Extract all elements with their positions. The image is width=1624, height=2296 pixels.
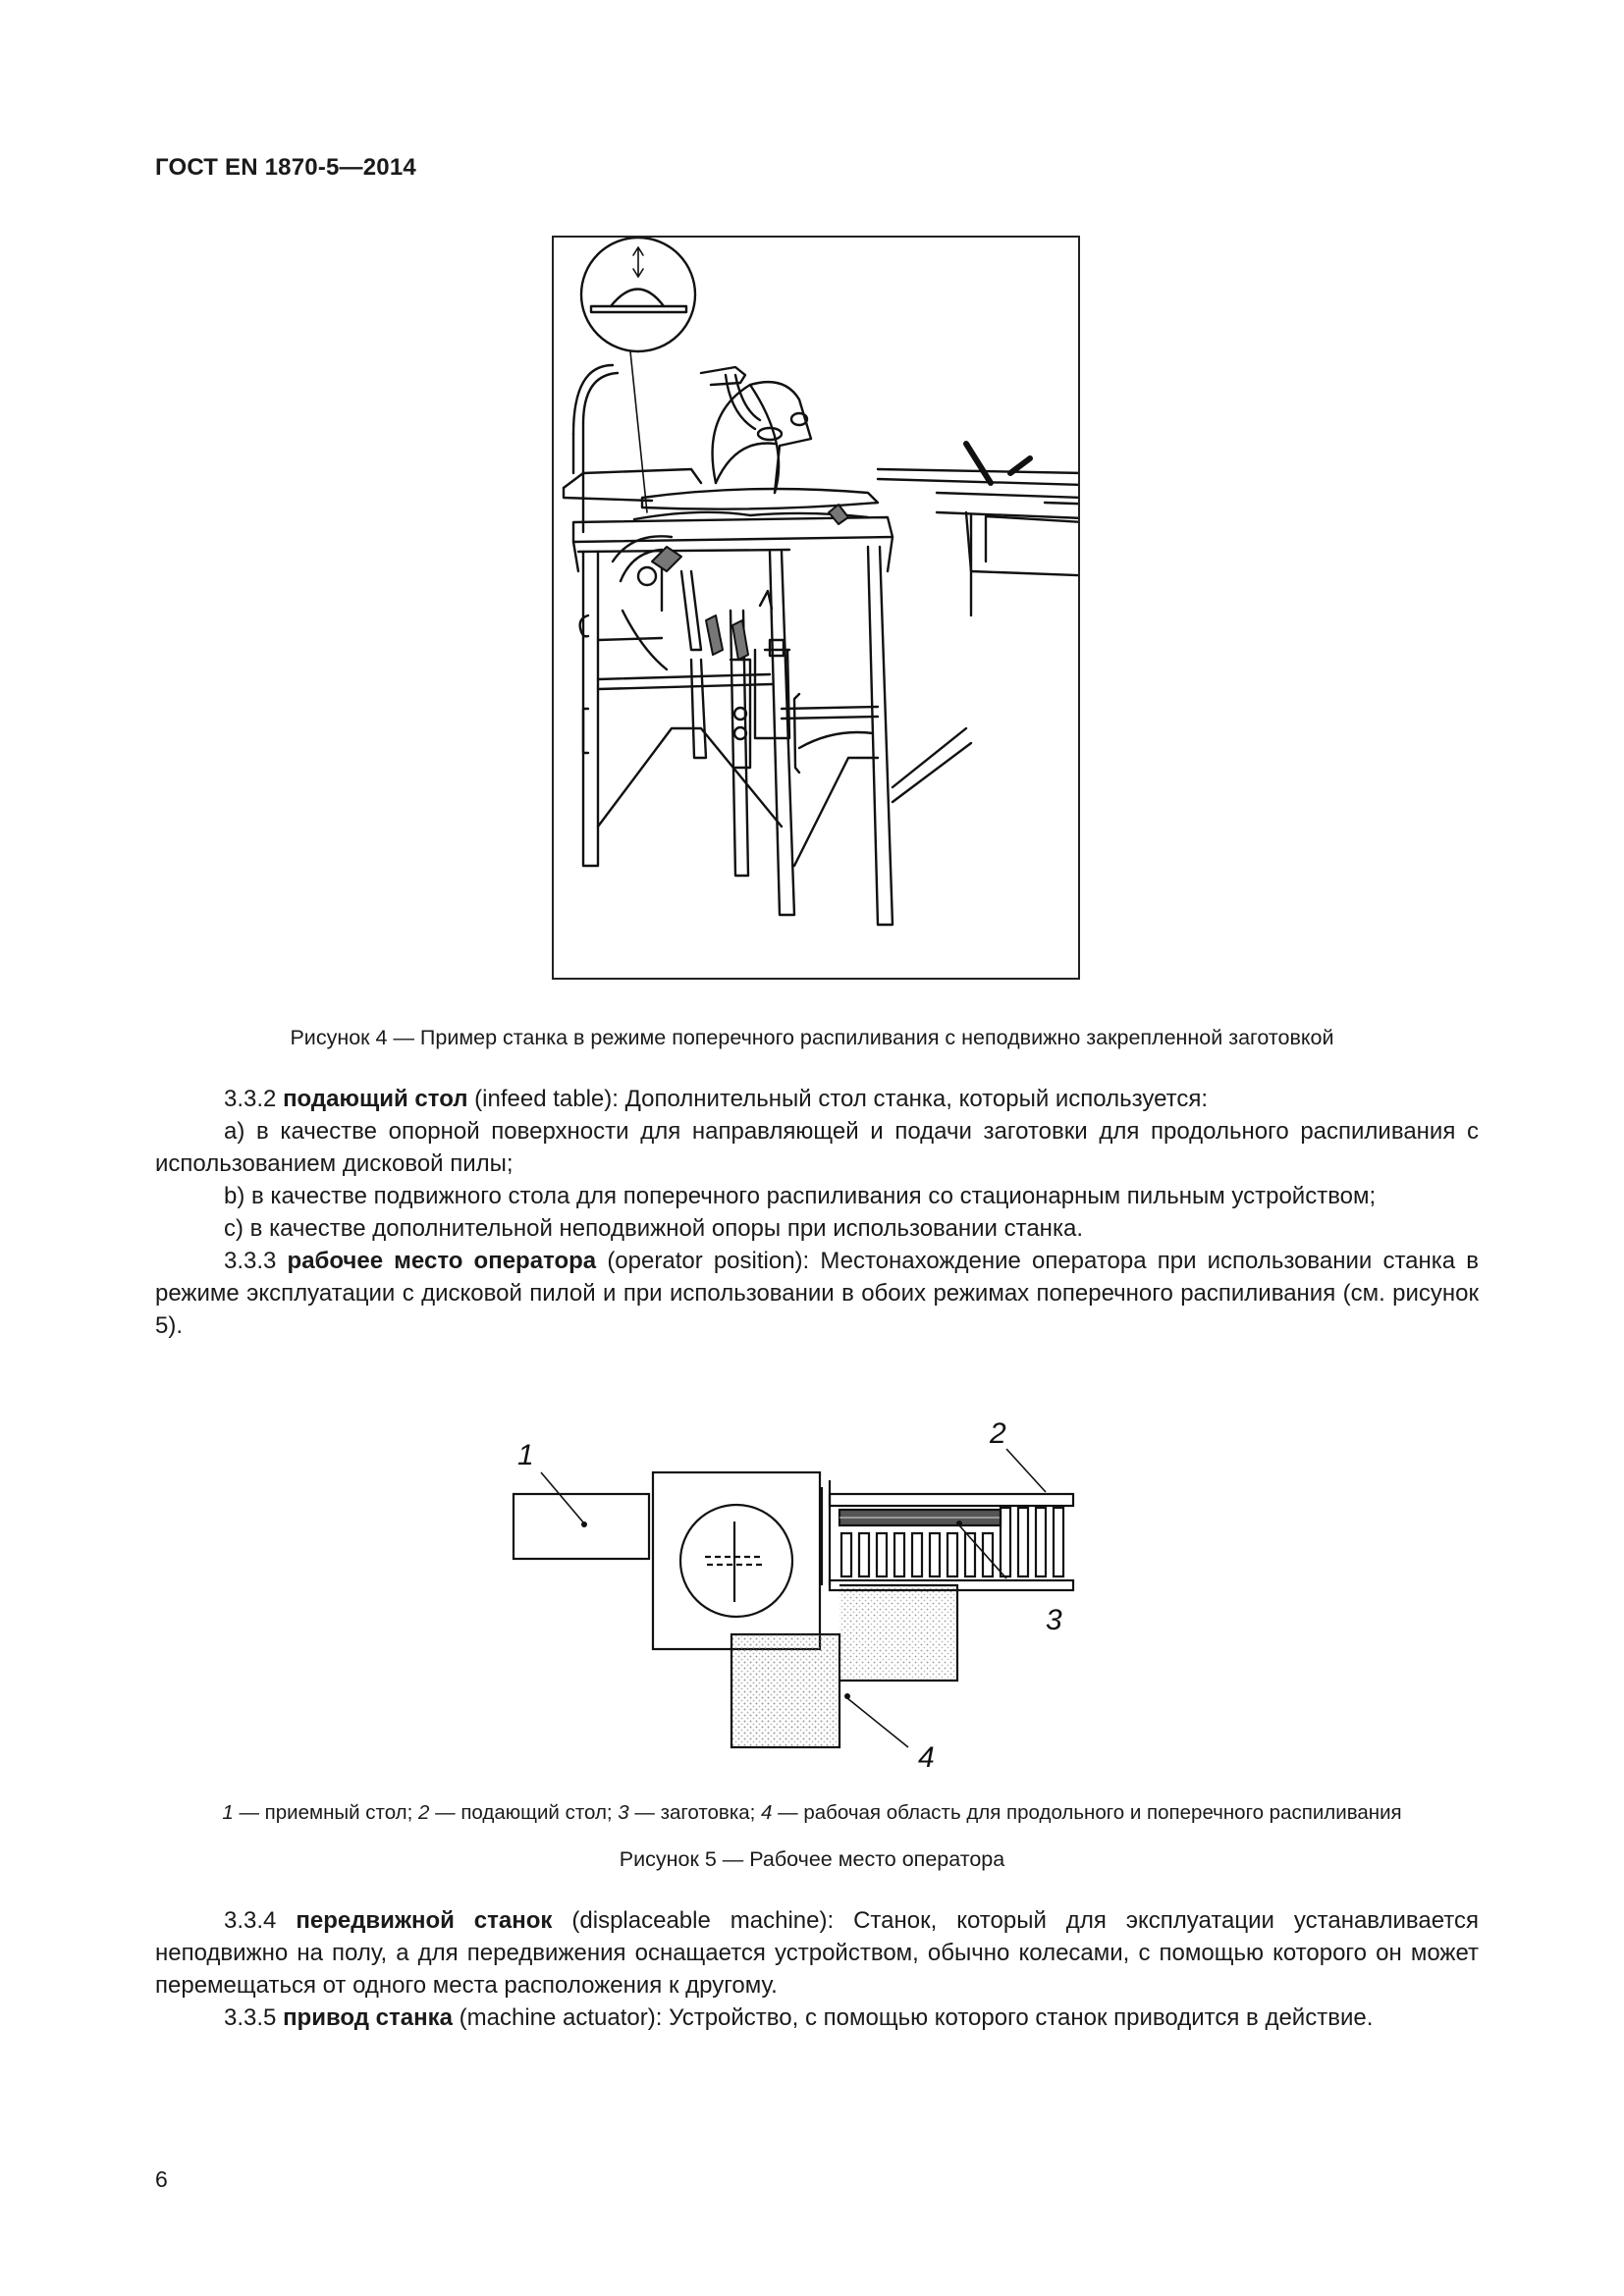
english-term: (displaceable machine) xyxy=(571,1907,828,1934)
definition-3-3-5 xyxy=(155,2002,1479,2034)
legend-num-1: 1 xyxy=(222,1801,234,1824)
english-term: (machine actuator) xyxy=(459,2004,656,2031)
definitions-block-1 xyxy=(155,1083,1479,1342)
term: привод станка xyxy=(283,2004,453,2031)
label-4: 4 xyxy=(918,1741,935,1774)
figure-5-layout-diagram xyxy=(496,1414,1173,1775)
english-term: (operator position) xyxy=(607,1248,803,1274)
saw-blade-shape xyxy=(680,1505,792,1617)
legend-num-4: 4 xyxy=(761,1801,773,1824)
label-1: 1 xyxy=(517,1439,534,1471)
legend-text-2: — подающий стол; xyxy=(429,1801,619,1824)
definition-3-3-3 xyxy=(155,1245,1479,1342)
figure-4-caption: Рисунок 4 — Пример станка в режиме поперечного распиливания с неподвижно закрепленной заготовкой xyxy=(290,1026,1334,1049)
term: передвижной станок xyxy=(296,1907,553,1934)
legend-text-4: — рабочая область для продольного и поперечного распиливания xyxy=(772,1801,1402,1824)
clause-number: 3.3.2 xyxy=(224,1086,277,1112)
definition-text: : Станок, который для эксплуатации устанавливается неподвижно на полу, а для передвижения оснащается устройством, обычно колесами, с помощью которого он может перемещаться от одного места расположения к другому. xyxy=(155,1907,1480,1999)
term: рабочее место оператора xyxy=(287,1248,597,1274)
clause-number: 3.3.3 xyxy=(224,1248,277,1274)
definition-text: : Устройство, с помощью которого станок приводится в действие. xyxy=(655,2004,1374,2031)
legend-text-1: — приемный стол; xyxy=(233,1801,419,1824)
definition-3-3-2 xyxy=(155,1083,1479,1115)
label-2: 2 xyxy=(990,1417,1006,1450)
definition-text: : Дополнительный стол станка, который используется: xyxy=(612,1086,1209,1112)
clause-number: 3.3.4 xyxy=(224,1907,277,1934)
figure-5-legend xyxy=(0,1801,1624,1825)
legend-num-2: 2 xyxy=(418,1801,430,1824)
page-number: 6 xyxy=(155,2166,168,2192)
saw-table-shape xyxy=(653,1472,820,1649)
label-3: 3 xyxy=(1046,1604,1062,1636)
figure-4-machine-drawing xyxy=(552,236,1080,980)
definitions-block-2 xyxy=(155,1904,1479,2034)
list-item-b: b) в качестве подвижного стола для поперечного распиливания со стационарным пильным устройством; xyxy=(224,1183,1377,1209)
legend-num-3: 3 xyxy=(618,1801,629,1824)
term: подающий стол xyxy=(283,1086,468,1112)
outfeed-table-shape xyxy=(514,1494,649,1559)
document-header: ГОСТ EN 1870-5—2014 xyxy=(155,154,416,181)
list-item-c: с) в качестве дополнительной неподвижной опоры при использовании станка. xyxy=(224,1215,1083,1242)
figure-5-caption: Рисунок 5 — Рабочее место оператора xyxy=(619,1847,1005,1871)
legend-text-3: — заготовка; xyxy=(628,1801,762,1824)
clause-number: 3.3.5 xyxy=(224,2004,277,2031)
definition-text: : Местонахождение оператора при использовании станка в режиме эксплуатации с дисковой пилой и при использовании в обоих режимах поперечного распиливания (см. рисунок 5). xyxy=(155,1248,1480,1339)
english-term: (infeed table) xyxy=(474,1086,613,1112)
list-item-a: а) в качестве опорной поверхности для направляющей и подачи заготовки для продольного распиливания с использованием дисковой пилы; xyxy=(155,1118,1479,1177)
definition-3-3-4 xyxy=(155,1904,1479,2002)
